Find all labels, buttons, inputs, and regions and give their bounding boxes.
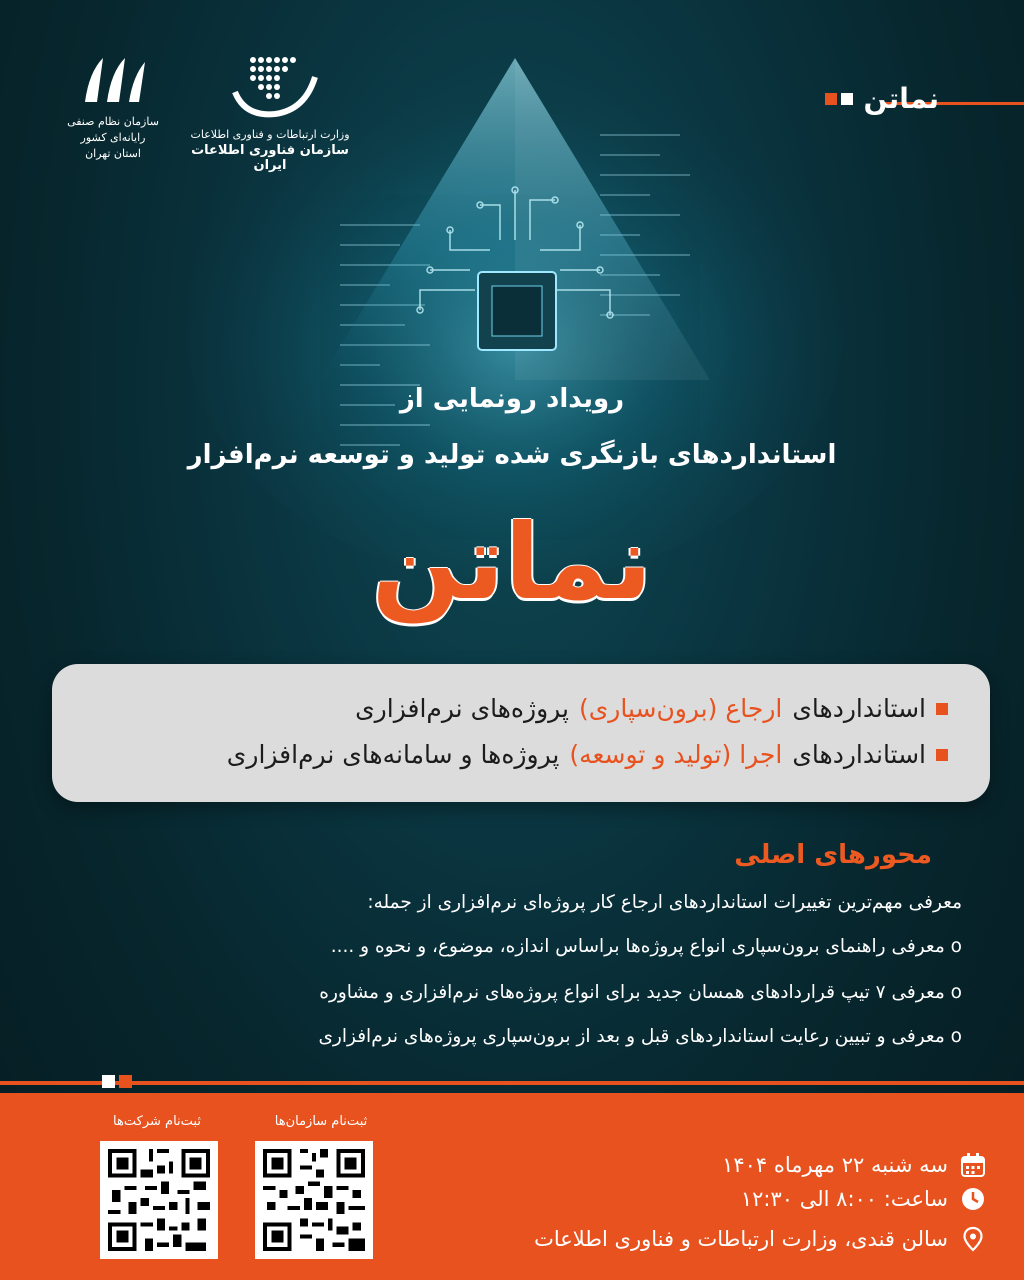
event-intro: رویداد رونمایی از xyxy=(399,384,625,414)
axis-item-text: معرفی ۷ تیپ قراردادهای همسان جدید برای انواع پروژه‌های نرم‌افزاری و مشاوره xyxy=(319,982,945,1003)
orange-square-bullet-icon xyxy=(936,703,948,715)
brand-name: نماتن xyxy=(863,82,939,115)
register-companies-label: ثبت‌نام شرکت‌ها xyxy=(113,1114,201,1129)
qr-code-icon[interactable] xyxy=(100,1141,218,1259)
register-organizations-label: ثبت‌نام سازمان‌ها xyxy=(274,1114,368,1129)
standards-item-outsourcing xyxy=(355,694,948,723)
axis-item xyxy=(331,936,962,957)
nasr-mark-icon xyxy=(73,52,153,110)
location-pin-icon xyxy=(960,1226,986,1252)
nasr-caption-line1: سازمان نظام صنفی رایانه‌ای کشور xyxy=(67,115,159,144)
clock-icon xyxy=(960,1186,986,1212)
axis-item-text: معرفی راهنمای برون‌سپاری انواع پروژه‌ها براساس اندازه، موضوع، و نحوه و .... xyxy=(330,936,945,957)
standards-item-suffix: پروژه‌های نرم‌افزاری xyxy=(355,694,569,723)
calendar-icon xyxy=(960,1152,986,1178)
footer-divider xyxy=(0,1081,1024,1085)
ito-mark-icon xyxy=(215,52,325,122)
standards-box xyxy=(52,664,990,802)
event-place xyxy=(534,1226,986,1252)
event-time-text: ساعت: ۸:۰۰ الی ۱۲:۳۰ xyxy=(740,1187,948,1211)
event-place-text: سالن قندی، وزارت ارتباطات و فناوری اطلاعات xyxy=(534,1227,948,1251)
divider-squares-icon xyxy=(102,1075,132,1088)
axis-item-text: معرفی و تبیین رعایت استانداردهای قبل و بعد از برون‌سپاری پروژه‌های نرم‌افزاری xyxy=(318,1026,945,1047)
axes-intro: معرفی مهم‌ترین تغییرات استانداردهای ارجاع کار پروژه‌ای نرم‌افزاری از جمله: xyxy=(367,892,962,913)
standards-item-highlight: ارجاع (برون‌سپاری) xyxy=(578,694,783,723)
standards-item-prefix: استانداردهای xyxy=(792,694,926,723)
standards-item-prefix: استانداردهای xyxy=(792,740,926,769)
ito-logo xyxy=(180,52,360,173)
axis-bullet: o xyxy=(950,982,962,1003)
axis-bullet: o xyxy=(950,936,962,957)
orange-square-bullet-icon xyxy=(936,749,948,761)
standards-item-suffix: پروژه‌ها و سامانه‌های نرم‌افزاری xyxy=(226,740,560,769)
brand-squares-icon xyxy=(825,93,853,105)
standards-item-highlight: اجرا (تولید و توسعه) xyxy=(569,740,783,769)
standards-item-execution xyxy=(227,740,948,769)
event-time xyxy=(741,1186,986,1212)
event-date xyxy=(722,1152,986,1178)
qr-code-icon[interactable] xyxy=(255,1141,373,1259)
nasr-caption-line2: استان تهران xyxy=(85,147,141,160)
axis-bullet: o xyxy=(950,1026,962,1047)
axes-title: محورهای اصلی xyxy=(734,840,932,870)
nasr-logo xyxy=(58,52,168,162)
event-title: نماتن xyxy=(371,501,653,623)
axis-item xyxy=(319,982,962,1003)
event-subject: استانداردهای بازنگری شده تولید و توسعه نرم‌افزار xyxy=(187,440,837,470)
ito-caption-org: سازمان فناوری اطلاعات ایران xyxy=(191,143,349,173)
event-date-text: سه شنبه ۲۲ مهرماه ۱۴۰۴ xyxy=(722,1153,948,1177)
axis-item xyxy=(318,1026,962,1047)
ito-caption-ministry: وزارت ارتباطات و فناوری اطلاعات xyxy=(190,128,350,141)
brand-tag xyxy=(825,82,939,115)
